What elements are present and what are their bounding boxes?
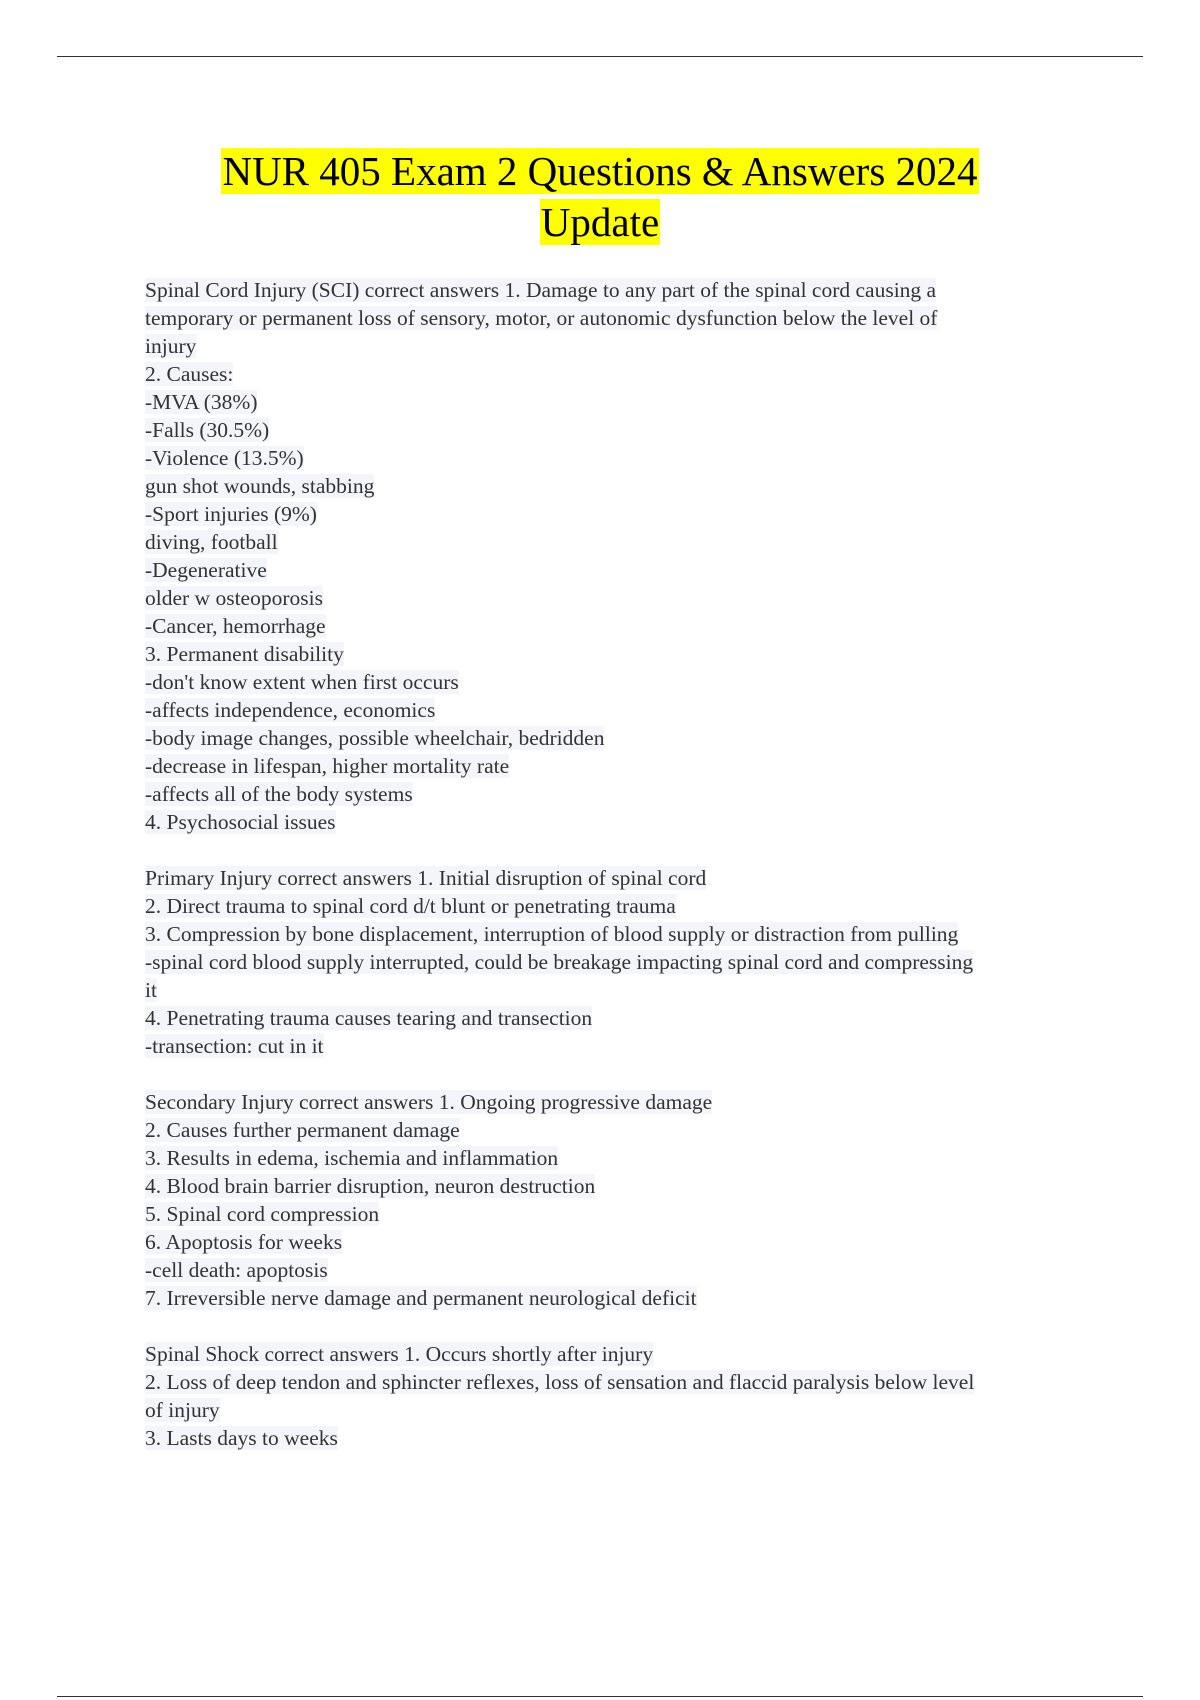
text-line-content: -don't know extent when first occurs [145, 670, 459, 694]
text-line [145, 780, 1085, 808]
text-line-content: 5. Spinal cord compression [145, 1202, 380, 1226]
text-line [145, 276, 1085, 304]
title-line-2: Update [540, 199, 660, 245]
text-line [145, 724, 1085, 752]
text-line-content: 3. Compression by bone displacement, interruption of blood supply or distraction from pulling [145, 922, 959, 946]
text-line [145, 584, 1085, 612]
text-line [145, 864, 1085, 892]
text-line [145, 1032, 1085, 1060]
top-rule [57, 56, 1143, 57]
text-line-content: injury [145, 334, 197, 358]
text-line [145, 640, 1085, 668]
text-line [145, 668, 1085, 696]
text-line [145, 976, 1085, 1004]
text-line [145, 472, 1085, 500]
text-line-content: -affects independence, economics [145, 698, 436, 722]
text-line [145, 1368, 1085, 1396]
text-line-content: 3. Lasts days to weeks [145, 1426, 338, 1450]
section-primary-injury [145, 864, 1085, 1060]
text-line [145, 416, 1085, 444]
text-line-content: gun shot wounds, stabbing [145, 474, 375, 498]
text-line-content: diving, football [145, 530, 278, 554]
text-line-content: temporary or permanent loss of sensory, motor, or autonomic dysfunction below the level of [145, 306, 938, 330]
bottom-rule [57, 1696, 1143, 1697]
text-line-content: 7. Irreversible nerve damage and permanent neurological deficit [145, 1286, 697, 1310]
text-line [145, 1144, 1085, 1172]
text-line [145, 556, 1085, 584]
text-line [145, 1284, 1085, 1312]
text-line-content: -transection: cut in it [145, 1034, 324, 1058]
section-gap [145, 1312, 1085, 1340]
text-line-content: -decrease in lifespan, higher mortality rate [145, 754, 510, 778]
section-spinal-shock [145, 1340, 1085, 1452]
text-line-content: -Degenerative [145, 558, 267, 582]
text-line [145, 1340, 1085, 1368]
text-line-content: -MVA (38%) [145, 390, 258, 414]
text-line-content: 3. Results in edema, ischemia and inflammation [145, 1146, 559, 1170]
text-line-content: -cell death: apoptosis [145, 1258, 328, 1282]
text-line [145, 444, 1085, 472]
text-line [145, 892, 1085, 920]
text-line [145, 1200, 1085, 1228]
text-line-content: Secondary Injury correct answers 1. Ongoing progressive damage [145, 1090, 713, 1114]
text-line [145, 808, 1085, 836]
text-line-content: Spinal Shock correct answers 1. Occurs shortly after injury [145, 1342, 654, 1366]
text-line-content: -body image changes, possible wheelchair, bedridden [145, 726, 605, 750]
text-line [145, 528, 1085, 556]
text-line [145, 1256, 1085, 1284]
text-line-content: older w osteoporosis [145, 586, 323, 610]
text-line-content: -affects all of the body systems [145, 782, 413, 806]
text-line-content: -Falls (30.5%) [145, 418, 270, 442]
text-line [145, 1228, 1085, 1256]
text-line [145, 360, 1085, 388]
text-line-content: 3. Permanent disability [145, 642, 344, 666]
text-line [145, 332, 1085, 360]
text-line [145, 948, 1085, 976]
text-line-content: of injury [145, 1398, 220, 1422]
text-line-content: 2. Loss of deep tendon and sphincter reflexes, loss of sensation and flaccid paralysis below level [145, 1370, 975, 1394]
text-line [145, 1396, 1085, 1424]
text-line-content: Spinal Cord Injury (SCI) correct answers 1. Damage to any part of the spinal cord causing a [145, 278, 937, 302]
text-line [145, 696, 1085, 724]
text-line [145, 388, 1085, 416]
text-line [145, 1088, 1085, 1116]
document-body [145, 276, 1085, 1452]
title-line-1: NUR 405 Exam 2 Questions & Answers 2024 [222, 148, 978, 194]
text-line [145, 500, 1085, 528]
text-line-content: 2. Causes further permanent damage [145, 1118, 460, 1142]
text-line-content: 2. Causes: [145, 362, 234, 386]
text-line [145, 1424, 1085, 1452]
text-line-content: Primary Injury correct answers 1. Initial disruption of spinal cord [145, 866, 707, 890]
text-line [145, 304, 1085, 332]
text-line [145, 752, 1085, 780]
section-gap [145, 1060, 1085, 1088]
text-line [145, 1004, 1085, 1032]
section-gap [145, 836, 1085, 864]
text-line [145, 920, 1085, 948]
text-line-content: -Cancer, hemorrhage [145, 614, 326, 638]
text-line-content: -Violence (13.5%) [145, 446, 304, 470]
text-line-content: -Sport injuries (9%) [145, 502, 317, 526]
text-line [145, 1116, 1085, 1144]
section-sci [145, 276, 1085, 836]
text-line-content: 2. Direct trauma to spinal cord d/t blunt or penetrating trauma [145, 894, 676, 918]
text-line-content: 4. Blood brain barrier disruption, neuron destruction [145, 1174, 596, 1198]
section-secondary-injury [145, 1088, 1085, 1312]
text-line [145, 1172, 1085, 1200]
document-title [100, 146, 1100, 248]
text-line-content: 4. Penetrating trauma causes tearing and transection [145, 1006, 593, 1030]
text-line-content: it [145, 978, 157, 1002]
text-line-content: -spinal cord blood supply interrupted, could be breakage impacting spinal cord and compressing [145, 950, 974, 974]
text-line [145, 612, 1085, 640]
text-line-content: 6. Apoptosis for weeks [145, 1230, 343, 1254]
text-line-content: 4. Psychosocial issues [145, 810, 336, 834]
